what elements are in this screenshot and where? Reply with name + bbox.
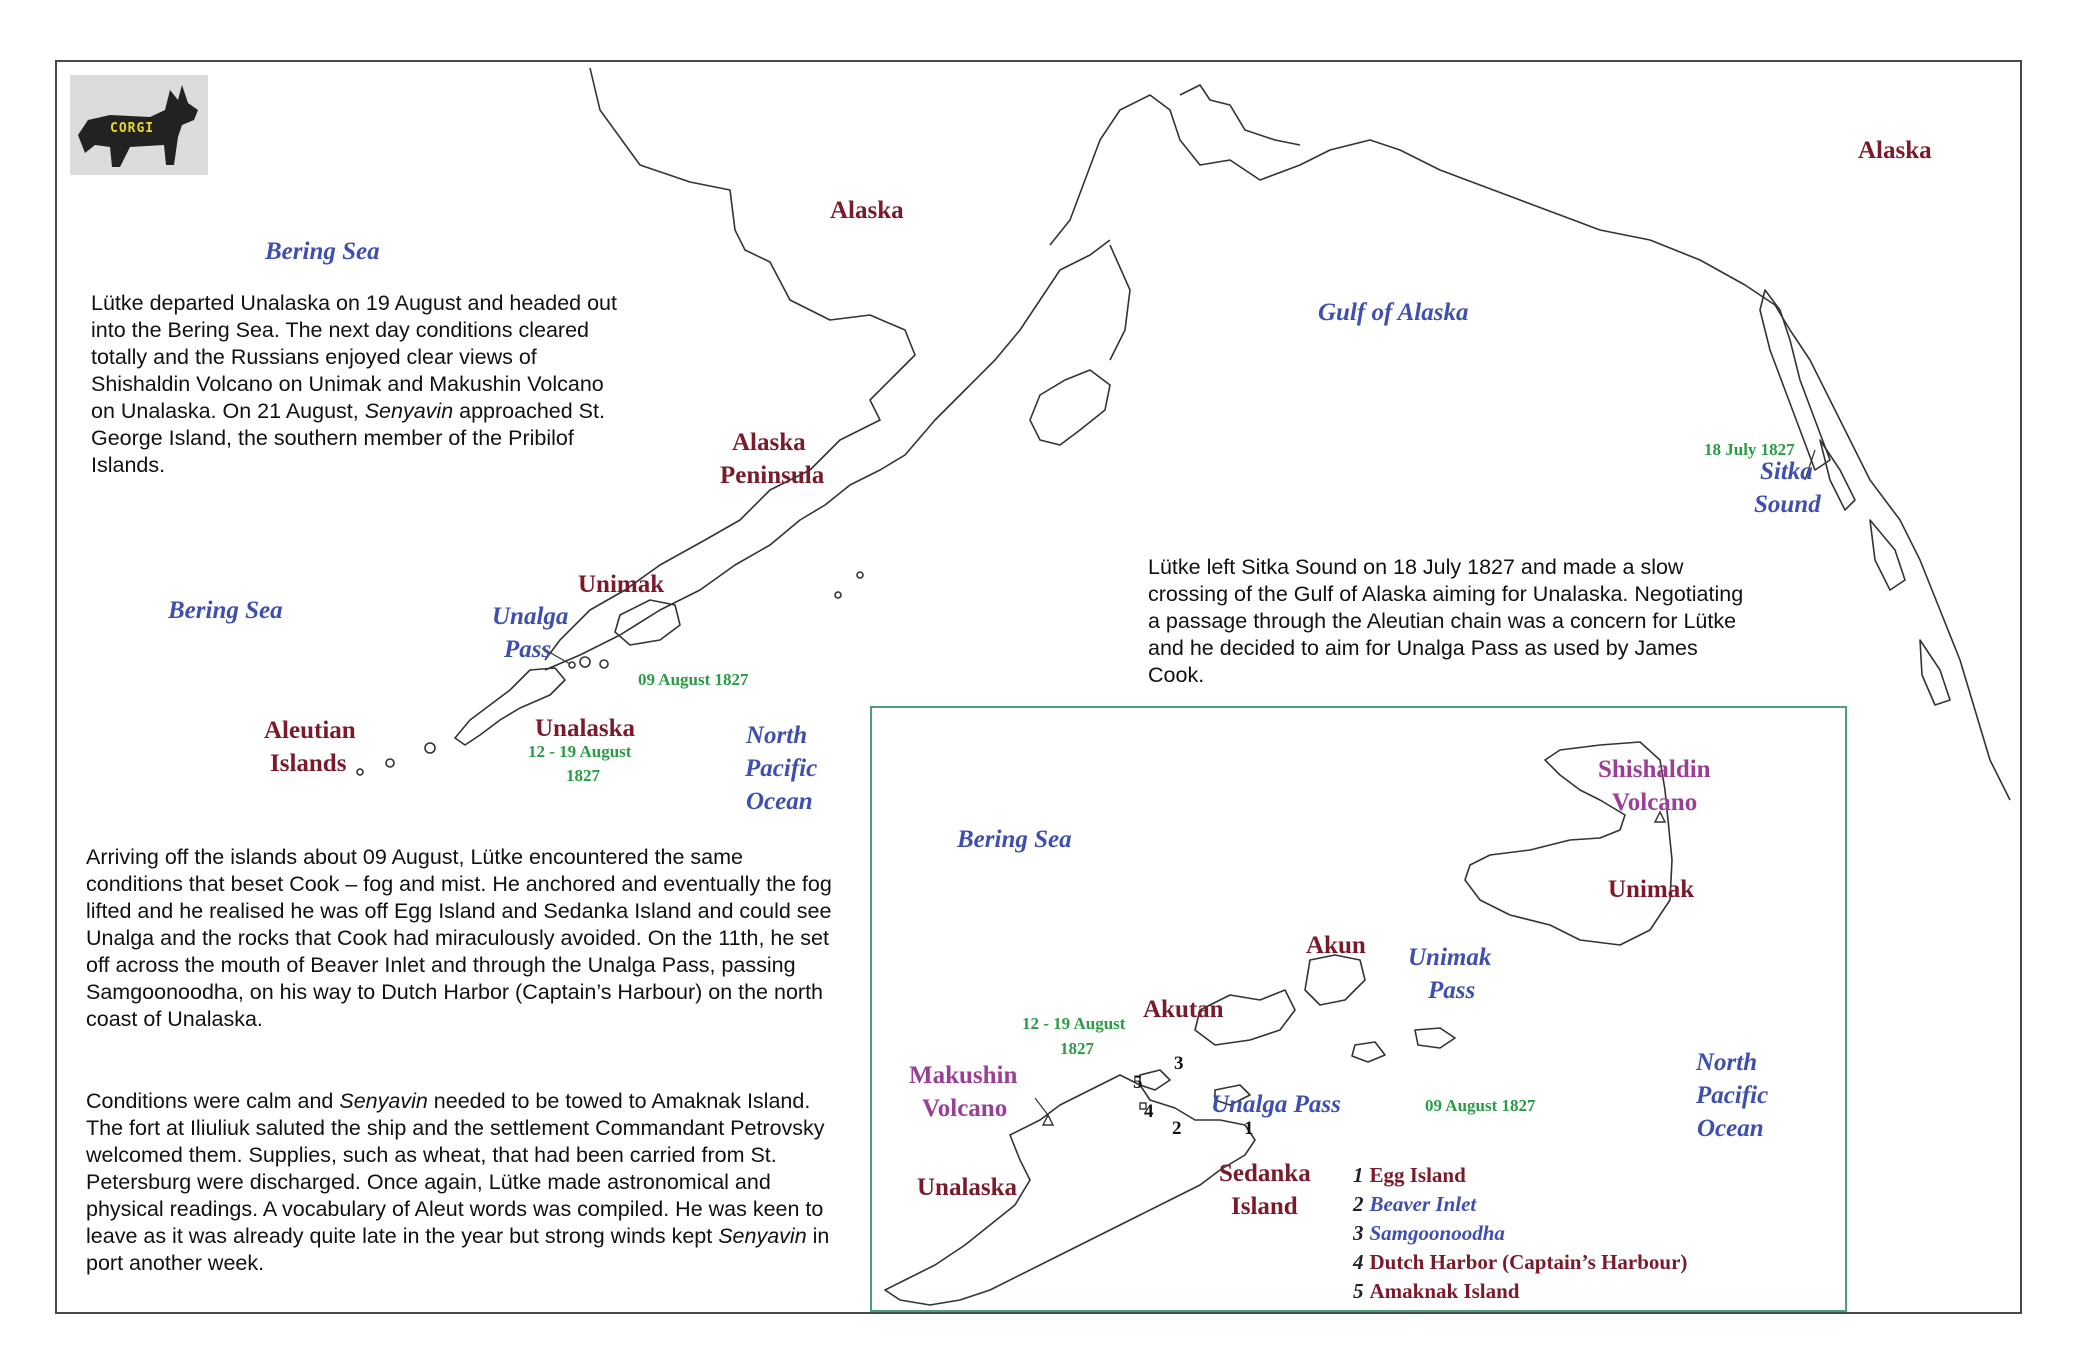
label-npo-2: Pacific [745,755,818,782]
legend-item-dutch-harbor: 4 Dutch Harbor (Captain’s Harbour) [1353,1250,1688,1274]
label-date-unalga: 09 August 1827 [638,670,749,689]
inset-label-unimak-pass-1: Unimak [1408,944,1492,971]
label-aleutian-1: Aleutian [264,717,356,744]
label-gulf-of-alaska: Gulf of Alaska [1318,299,1469,326]
map-number-5: 5 [1133,1072,1143,1093]
label-bering-sea-top: Bering Sea [265,238,380,265]
inset-label-unalga-pass: Unalga Pass [1211,1091,1341,1118]
label-alaska-peninsula-2: Peninsula [720,462,825,489]
inset-label-akutan: Akutan [1143,996,1224,1023]
legend-item-egg-island: 1 Egg Island [1353,1163,1466,1187]
cook-inlet-coast [1110,245,1130,360]
label-alaska-center: Alaska [830,197,904,224]
label-unalga-pass-1: Unalga [492,603,569,630]
logo-text: CORGI [110,121,155,136]
map-number-4: 4 [1144,1101,1154,1122]
legend-item-samgoonoodha: 3 Samgoonoodha [1353,1221,1505,1245]
inset-label-akun: Akun [1306,932,1366,959]
inset-label-makushin-2: Volcano [922,1095,1008,1122]
label-unalaska: Unalaska [535,715,636,742]
narrative-paragraph-1: Lütke departed Unalaska on 19 August and headed out into the Bering Sea. The next day conditions cleared totally and the Russians enjoyed clear views of Shishaldin Volcano on Unimak and Makushin Volcano on Unalaska. On 21 August, Senyavin approached St. George Island, the southern member of the Pribilof Islands. [91,291,617,477]
label-bering-sea-mid: Bering Sea [168,597,283,624]
narrative-paragraph-3: Arriving off the islands about 09 August, Lütke encountered the same conditions that beset Cook – fog and mist. He anchored and eventually the fog lifted and he realised he was off Egg Island and Sedanka Island and could see Unalga and the rocks that Cook had miraculously avoided. On the 11th, he set off across the mouth of Beaver Inlet and through the Unalga Pass, passing Samgoonoodha, on his way to Dutch Harbor (Captain’s Harbour) on the north coast of Unalaska. [86,845,832,1031]
inset-label-shishaldin-1: Shishaldin [1598,756,1711,783]
legend-item-amaknak-island: 5 Amaknak Island [1353,1279,1520,1303]
inset-label-sedanka-2: Island [1231,1193,1298,1220]
label-aleutian-2: Islands [270,750,347,777]
unimak-island [615,600,680,645]
inset-label-unimak: Unimak [1608,876,1695,903]
inset-label-sedanka-1: Sedanka [1219,1160,1311,1187]
legend-item-beaver-inlet: 2 Beaver Inlet [1353,1192,1477,1216]
label-sitka-2: Sound [1754,491,1821,518]
label-date-unalaska-2: 1827 [566,766,600,785]
label-npo-1: North [746,722,808,749]
map-number-1: 1 [1244,1118,1254,1139]
kodiak-island [1030,370,1110,445]
label-unalga-pass-2: Pass [504,636,552,663]
alaska-mainland-coast [1050,95,2010,800]
corgi-logo [70,75,208,175]
label-date-unalaska-1: 12 - 19 August [528,742,632,761]
inset-label-bering-sea: Bering Sea [957,826,1072,853]
label-sitka-1: Sitka [1760,458,1813,485]
inset-label-date-1: 12 - 19 August [1022,1014,1126,1033]
inset-label-unalaska: Unalaska [917,1174,1018,1201]
inset-label-makushin-1: Makushin [909,1062,1018,1089]
inset-label-npo-3: Ocean [1697,1115,1764,1142]
label-unimak: Unimak [578,571,665,598]
alaska-inner-coast [1180,85,1300,145]
label-alaska-peninsula-1: Alaska [732,429,806,456]
narrative-paragraph-4: Conditions were calm and Senyavin needed to be towed to Amaknak Island. The fort at Iliuliuk saluted the ship and the settlement Commandant Petrovsky welcomed them. Supplies, such as wheat, that had been carried from St. Petersburg were discharged. Once again, Lütke made astronomical and physical readings. A vocabulary of Aleut words was compiled. He was keen to leave as it was already quite late in the year but strong winds kept Senyavin in port another week. [86,1089,830,1275]
inset-label-npo-2: Pacific [1696,1082,1769,1109]
label-npo-3: Ocean [746,788,813,815]
label-date-sitka: 18 July 1827 [1704,440,1795,459]
narrative-paragraph-2: Lütke left Sitka Sound on 18 July 1827 and made a slow crossing of the Gulf of Alaska aiming for Unalaska. Negotiating a passage through the Aleutian chain was a concern for Lütke and he decided to aim for Unalga Pass as used by James Cook. [1148,555,1744,687]
inset-label-npo-1: North [1696,1049,1758,1076]
inset-label-date-unalga: 09 August 1827 [1425,1096,1536,1115]
inset-label-unimak-pass-2: Pass [1428,977,1476,1004]
map-number-3: 3 [1174,1053,1184,1074]
label-alaska-east: Alaska [1858,137,1932,164]
map-number-2: 2 [1172,1118,1182,1139]
inset-label-date-2: 1827 [1060,1039,1094,1058]
inset-label-shishaldin-2: Volcano [1612,789,1698,816]
